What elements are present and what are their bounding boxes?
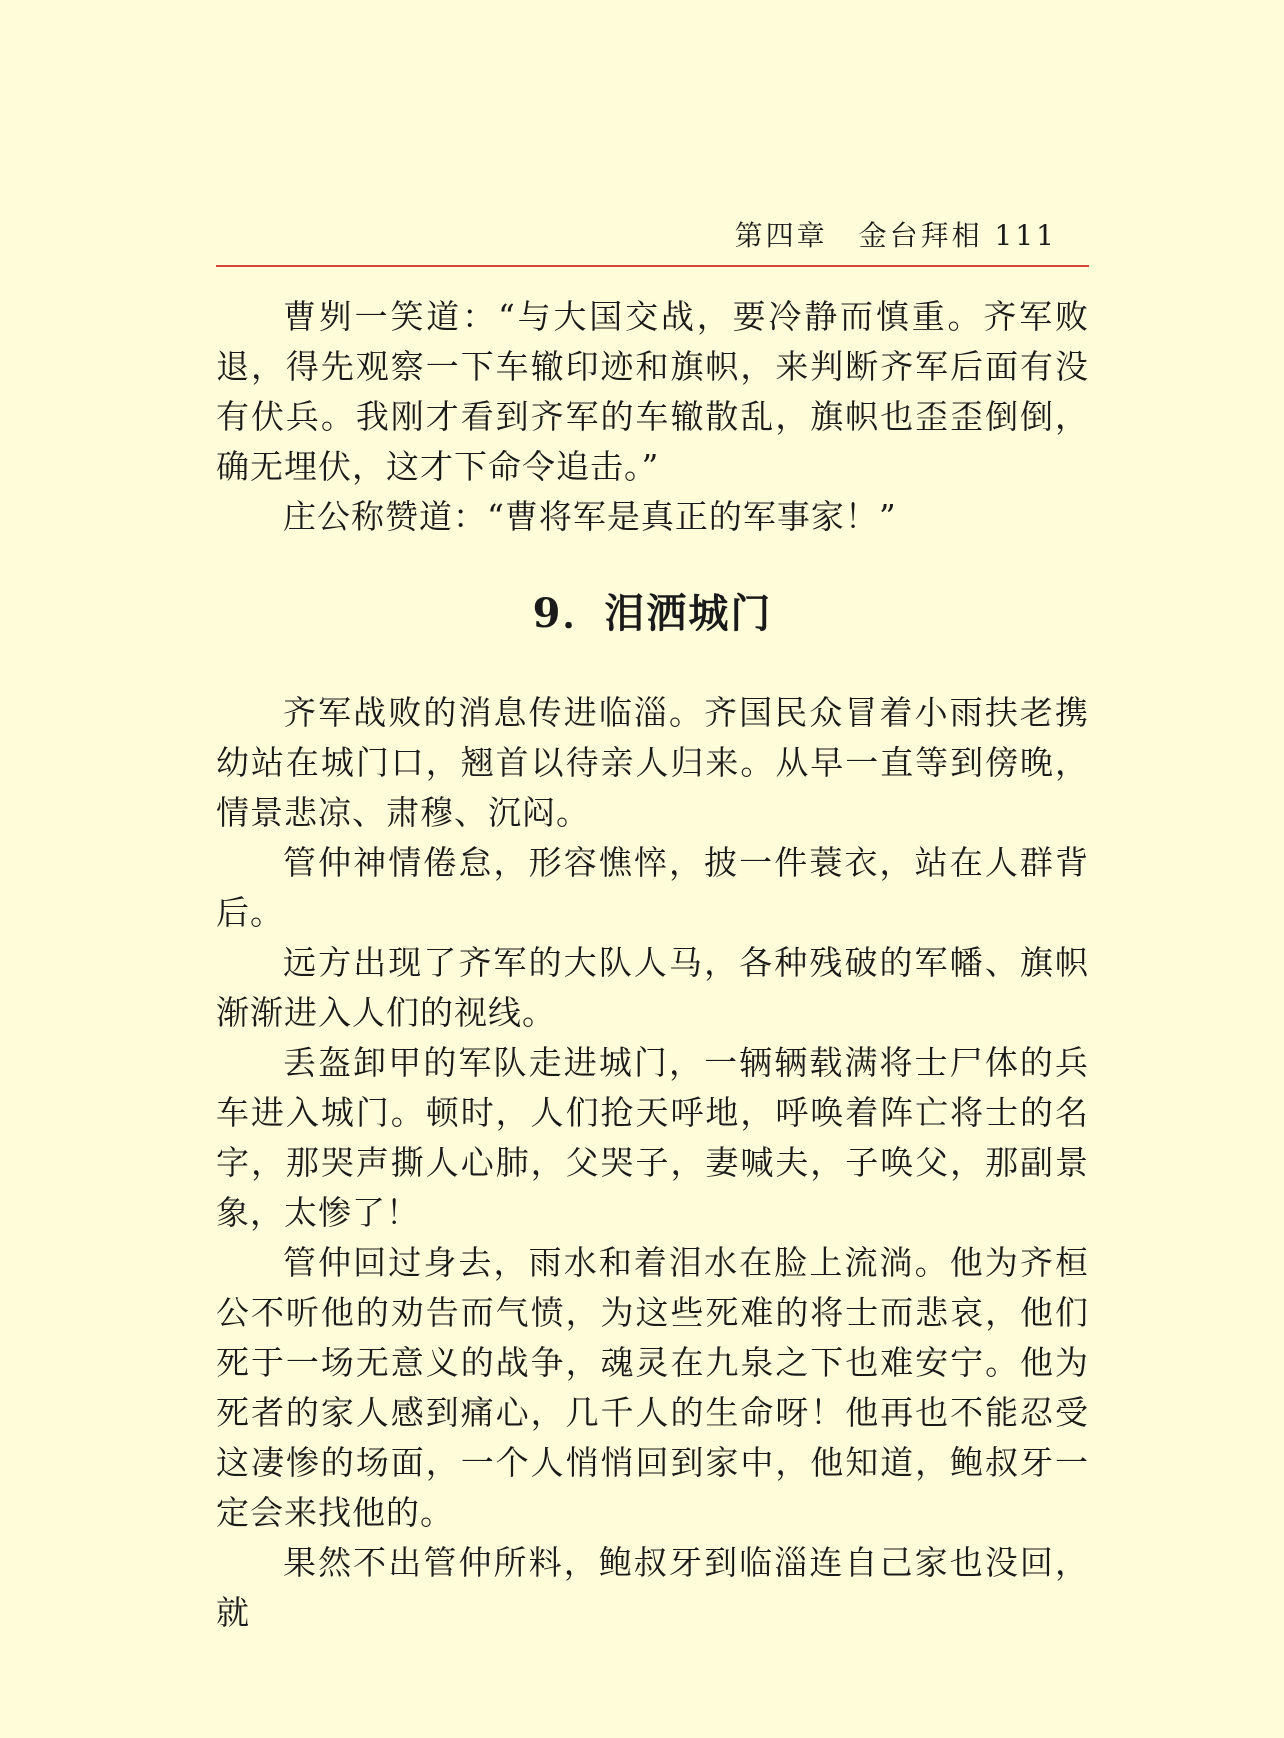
running-header bbox=[216, 216, 1057, 256]
running-head-text: 第四章 金台拜相 111 bbox=[734, 219, 1057, 252]
header-rule bbox=[216, 265, 1089, 267]
paragraph: 曹刿一笑道：“与大国交战，要冷静而慎重。齐军败退，得先观察一下车辙印迹和旗帜，来判断齐军后面有没有伏兵。我刚才看到齐军的车辙散乱，旗帜也歪歪倒倒，确无埋伏，这才下命令追击。” bbox=[216, 297, 1089, 486]
paragraph: 丢盔卸甲的军队走进城门，一辆辆载满将士尸体的兵车进入城门。顿时，人们抢天呼地，呼唤着阵亡将士的名字，那哭声撕人心肺，父哭子，妻喊夫，子唤父，那副景象，太惨了！ bbox=[216, 1043, 1089, 1232]
body-text bbox=[216, 292, 1089, 1638]
paragraph: 齐军战败的消息传进临淄。齐国民众冒着小雨扶老携幼站在城门口，翘首以待亲人归来。从早一直等到傍晚，情景悲凉、肃穆、沉闷。 bbox=[216, 693, 1089, 832]
paragraph: 管仲回过身去，雨水和着泪水在脸上流淌。他为齐桓公不听他的劝告而气愤，为这些死难的将士而悲哀，他们死于一场无意义的战争，魂灵在九泉之下也难安宁。他为死者的家人感到痛心，几千人的生命呀！他再也不能忍受这凄惨的场面，一个人悄悄回到家中，他知道，鲍叔牙一定会来找他的。 bbox=[216, 1243, 1089, 1532]
paragraph: 果然不出管仲所料，鲍叔牙到临淄连自己家也没回，就 bbox=[216, 1543, 1089, 1632]
paragraph: 管仲神情倦怠，形容憔悴，披一件蓑衣，站在人群背后。 bbox=[216, 843, 1089, 932]
section-title: 9．泪洒城门 bbox=[532, 590, 773, 637]
paragraph: 庄公称赞道：“曹将军是真正的军事家！” bbox=[283, 497, 897, 536]
paragraph: 远方出现了齐军的大队人马，各种残破的军幡、旗帜渐渐进入人们的视线。 bbox=[216, 943, 1089, 1032]
